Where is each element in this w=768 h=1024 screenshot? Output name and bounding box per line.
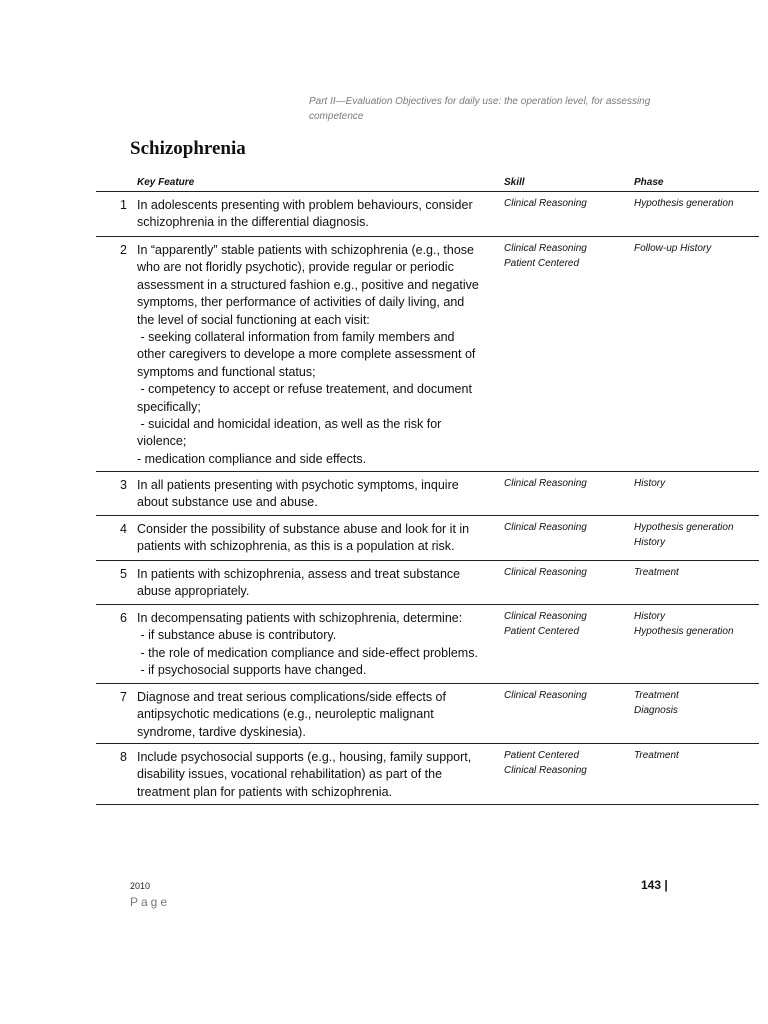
table-row — [96, 472, 759, 516]
key-features-table — [96, 175, 759, 805]
row-phase — [634, 521, 759, 550]
table-row — [96, 744, 759, 805]
skill-item: Clinical Reasoning — [504, 690, 587, 701]
row-skill — [504, 477, 624, 492]
page-number: 143 | — [641, 878, 668, 892]
phase-item: History — [634, 478, 666, 489]
phase-item: Follow-up History — [634, 243, 712, 254]
phase-item: Treatment — [634, 690, 679, 701]
header-phase: Phase — [634, 177, 664, 188]
running-header: Part II—Evaluation Objectives for daily use: the operation level, for assessing competence — [309, 96, 651, 122]
skill-item: Clinical Reasoning — [504, 198, 587, 209]
phase-item: Treatment — [634, 567, 679, 578]
phase-item: Hypothesis generation — [634, 198, 734, 209]
row-skill — [504, 689, 624, 704]
row-feature: In decompensating patients with schizophrenia, determine: - if substance abuse is contributory. - the role of medication compliance and side-effect problems. - if psychosocial supports have changed. — [137, 611, 478, 678]
skill-item: Clinical Reasoning — [504, 243, 587, 254]
row-feature: Diagnose and treat serious complications/side effects of antipsychotic medications (e.g., neuroleptic malignant syndrome, tardive dyskinesia). — [137, 690, 446, 739]
footer-year: 2010 — [130, 881, 151, 891]
row-number: 4 — [120, 522, 127, 536]
phase-item: Diagnosis — [634, 704, 678, 716]
row-feature: In patients with schizophrenia, assess and treat substance abuse appropriately. — [137, 567, 461, 599]
row-feature: In all patients presenting with psychotic symptoms, inquire about substance use and abuse. — [137, 478, 459, 510]
row-phase — [634, 689, 759, 718]
row-phase — [634, 477, 759, 492]
row-feature: Include psychosocial supports (e.g., housing, family support, disability issues, vocational rehabilitation) as part of the treatment plan for patients with schizophrenia. — [137, 750, 472, 799]
row-number: 1 — [120, 198, 127, 212]
row-phase — [634, 610, 759, 639]
table-row — [96, 516, 759, 561]
table-row — [96, 684, 759, 744]
row-skill — [504, 242, 624, 271]
skill-item: Clinical Reasoning — [504, 567, 587, 578]
phase-item: Hypothesis generation — [634, 522, 734, 533]
row-skill — [504, 610, 624, 639]
row-phase — [634, 749, 759, 764]
header-skill: Skill — [504, 177, 525, 188]
row-number: 7 — [120, 690, 127, 704]
table-row — [96, 605, 759, 684]
row-feature: Consider the possibility of substance abuse and look for it in patients with schizophrenia, as this is a population at risk. — [137, 522, 470, 554]
skill-item: Clinical Reasoning — [504, 611, 587, 622]
row-skill — [504, 749, 624, 778]
phase-item: History — [634, 536, 666, 548]
row-skill — [504, 521, 624, 536]
footer-page-label: Page — [130, 895, 171, 909]
phase-item: History — [634, 611, 666, 622]
phase-item: Treatment — [634, 750, 679, 761]
skill-item: Clinical Reasoning — [504, 478, 587, 489]
table-row — [96, 192, 759, 237]
skill-item: Patient Centered — [504, 625, 580, 637]
table-header — [96, 175, 759, 192]
row-number: 2 — [120, 243, 127, 257]
row-number: 5 — [120, 567, 127, 581]
row-phase — [634, 566, 759, 581]
row-phase — [634, 242, 759, 257]
skill-item: Patient Centered — [504, 257, 580, 269]
skill-item: Clinical Reasoning — [504, 764, 587, 776]
row-skill — [504, 566, 624, 581]
row-number: 8 — [120, 750, 127, 764]
table-row — [96, 237, 759, 472]
row-number: 3 — [120, 478, 127, 492]
skill-item: Patient Centered — [504, 750, 580, 761]
header-key-feature: Key Feature — [137, 177, 195, 188]
row-number: 6 — [120, 611, 127, 625]
row-feature: In adolescents presenting with problem behaviours, consider schizophrenia in the differential diagnosis. — [137, 198, 473, 230]
table-row — [96, 561, 759, 605]
row-phase — [634, 197, 759, 212]
row-skill — [504, 197, 624, 212]
skill-item: Clinical Reasoning — [504, 522, 587, 533]
row-feature: In “apparently” stable patients with schizophrenia (e.g., those who are not floridly psychotic), provide regular or periodic assessment in a structured fashion e.g., positive and negative symptoms, ther performance of activities of daily living, and the level of social functioning at each visit: - seeking collateral information from family members and other caregivers to develope a more complete assessment of symptoms and functional status; - competency to accept or refuse treatement, and document specifically; - suicidal and homicidal ideation, as well as the risk for violence; - medication compliance and side effects. — [137, 243, 479, 466]
page-title: Schizophrenia — [130, 138, 246, 159]
phase-item: Hypothesis generation — [634, 625, 734, 637]
